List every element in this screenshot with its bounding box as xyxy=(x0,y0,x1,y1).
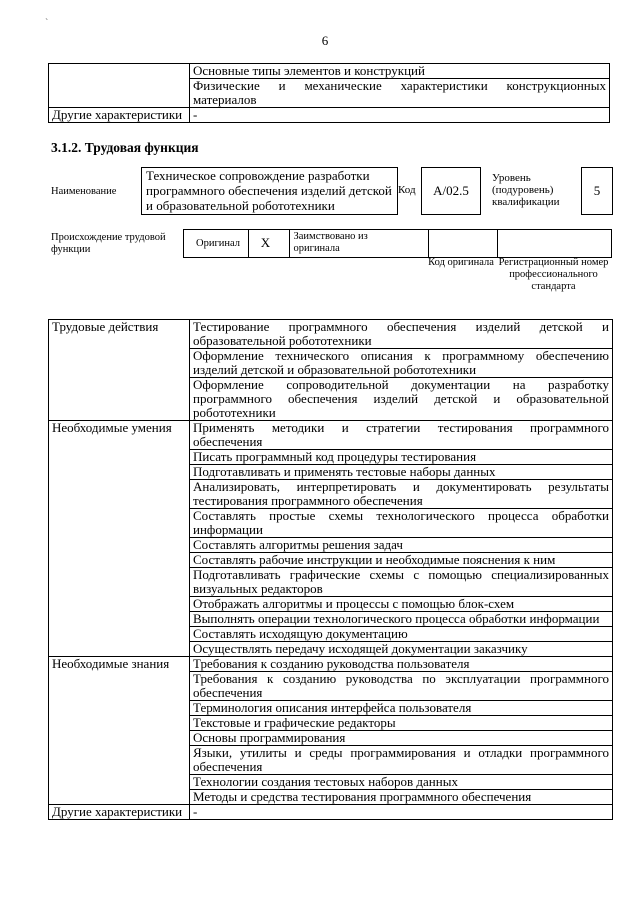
code-original-label: Код оригинала xyxy=(428,257,494,268)
level-label: Уровень (подуровень) квалификации xyxy=(492,172,560,208)
group-title: Необходимые умения xyxy=(49,421,190,657)
group-title: Необходимые знания xyxy=(49,657,190,805)
borrowed-label: Заимствовано из оригинала xyxy=(293,231,368,254)
original-mark: X xyxy=(260,235,271,250)
group-item: Требования к созданию руководства пользователя xyxy=(190,657,613,672)
group-item: Методы и средства тестирования программного обеспечения xyxy=(190,790,613,805)
origin-row xyxy=(183,229,612,258)
table-row xyxy=(49,64,610,79)
row-label: Другие характеристики xyxy=(49,108,190,123)
original-cell xyxy=(184,230,249,257)
group-item: Терминология описания интерфейса пользователя xyxy=(190,701,613,716)
group-item: Оформление сопроводительной документации на разработку программного обеспечения изделий детской и образовательной робототехники xyxy=(190,378,613,421)
code-label: Код xyxy=(398,184,416,196)
group-item: Составлять простые схемы технологического процесса обработки информации xyxy=(190,509,613,538)
group-item: Языки, утилиты и среды программирования и отладки программного обеспечения xyxy=(190,746,613,775)
group-item: Отображать алгоритмы и процессы с помощью блок-схем xyxy=(190,597,613,612)
reg-number-label: Регистрационный номер профессионального стандарта xyxy=(498,257,609,292)
row-value: Основные типы элементов и конструкций xyxy=(190,64,610,79)
name-label: Наименование xyxy=(51,186,117,197)
group-item: Составлять исходящую документацию xyxy=(190,627,613,642)
code-original-cell xyxy=(429,230,498,257)
table-row xyxy=(49,805,613,820)
labor-function-table xyxy=(48,319,613,820)
group-title: Другие характеристики xyxy=(49,805,190,820)
table-row xyxy=(49,108,610,123)
group-item: Писать программный код процедуры тестирования xyxy=(190,450,613,465)
function-name-box: Техническое сопровождение разработки программного обеспечения изделий детской и образовательной робототехники xyxy=(141,167,398,215)
group-item: Составлять рабочие инструкции и необходимые пояснения к ним xyxy=(190,553,613,568)
group-item: Анализировать, интерпретировать и документировать результаты тестирования программного обеспечения xyxy=(190,480,613,509)
group-item: Подготавливать и применять тестовые наборы данных xyxy=(190,465,613,480)
original-label: Оригинал xyxy=(196,238,240,249)
group-item: - xyxy=(190,805,613,820)
group-item: Оформление технического описания к программному обеспечению изделий детской и образовательной робототехники xyxy=(190,349,613,378)
group-item: Подготавливать графические схемы с помощью специализированных визуальных редакторов xyxy=(190,568,613,597)
section-title: 3.1.2. Трудовая функция xyxy=(51,140,199,155)
origin-label: Происхождение трудовой функции xyxy=(51,232,166,255)
page-number: 6 xyxy=(321,33,329,48)
table-row xyxy=(49,320,613,349)
top-characteristics-table xyxy=(48,63,610,123)
table-row xyxy=(49,421,613,450)
group-item: Выполнять операции технологического процесса обработки информации xyxy=(190,612,613,627)
reg-number-cell xyxy=(498,230,611,257)
original-mark-cell xyxy=(249,230,290,257)
code-value-box: А/02.5 xyxy=(421,167,481,215)
group-item: Применять методики и стратегии тестирования программного обеспечения xyxy=(190,421,613,450)
level-value-box: 5 xyxy=(581,167,613,215)
borrowed-cell xyxy=(290,230,429,257)
group-item: Технологии создания тестовых наборов данных xyxy=(190,775,613,790)
row-label xyxy=(49,64,190,108)
group-item: Тестирование программного обеспечения изделий детской и образовательной робототехники xyxy=(190,320,613,349)
group-title: Трудовые действия xyxy=(49,320,190,421)
row-value: Физические и механические характеристики конструкционных материалов xyxy=(190,79,610,108)
group-item: Составлять алгоритмы решения задач xyxy=(190,538,613,553)
group-item: Текстовые и графические редакторы xyxy=(190,716,613,731)
group-item: Основы программирования xyxy=(190,731,613,746)
row-value: - xyxy=(190,108,610,123)
table-row xyxy=(49,657,613,672)
group-item: Требования к созданию руководства по эксплуатации программного обеспечения xyxy=(190,672,613,701)
group-item: Осуществлять передачу исходящей документации заказчику xyxy=(190,642,613,657)
scan-dot: ` xyxy=(45,18,49,29)
